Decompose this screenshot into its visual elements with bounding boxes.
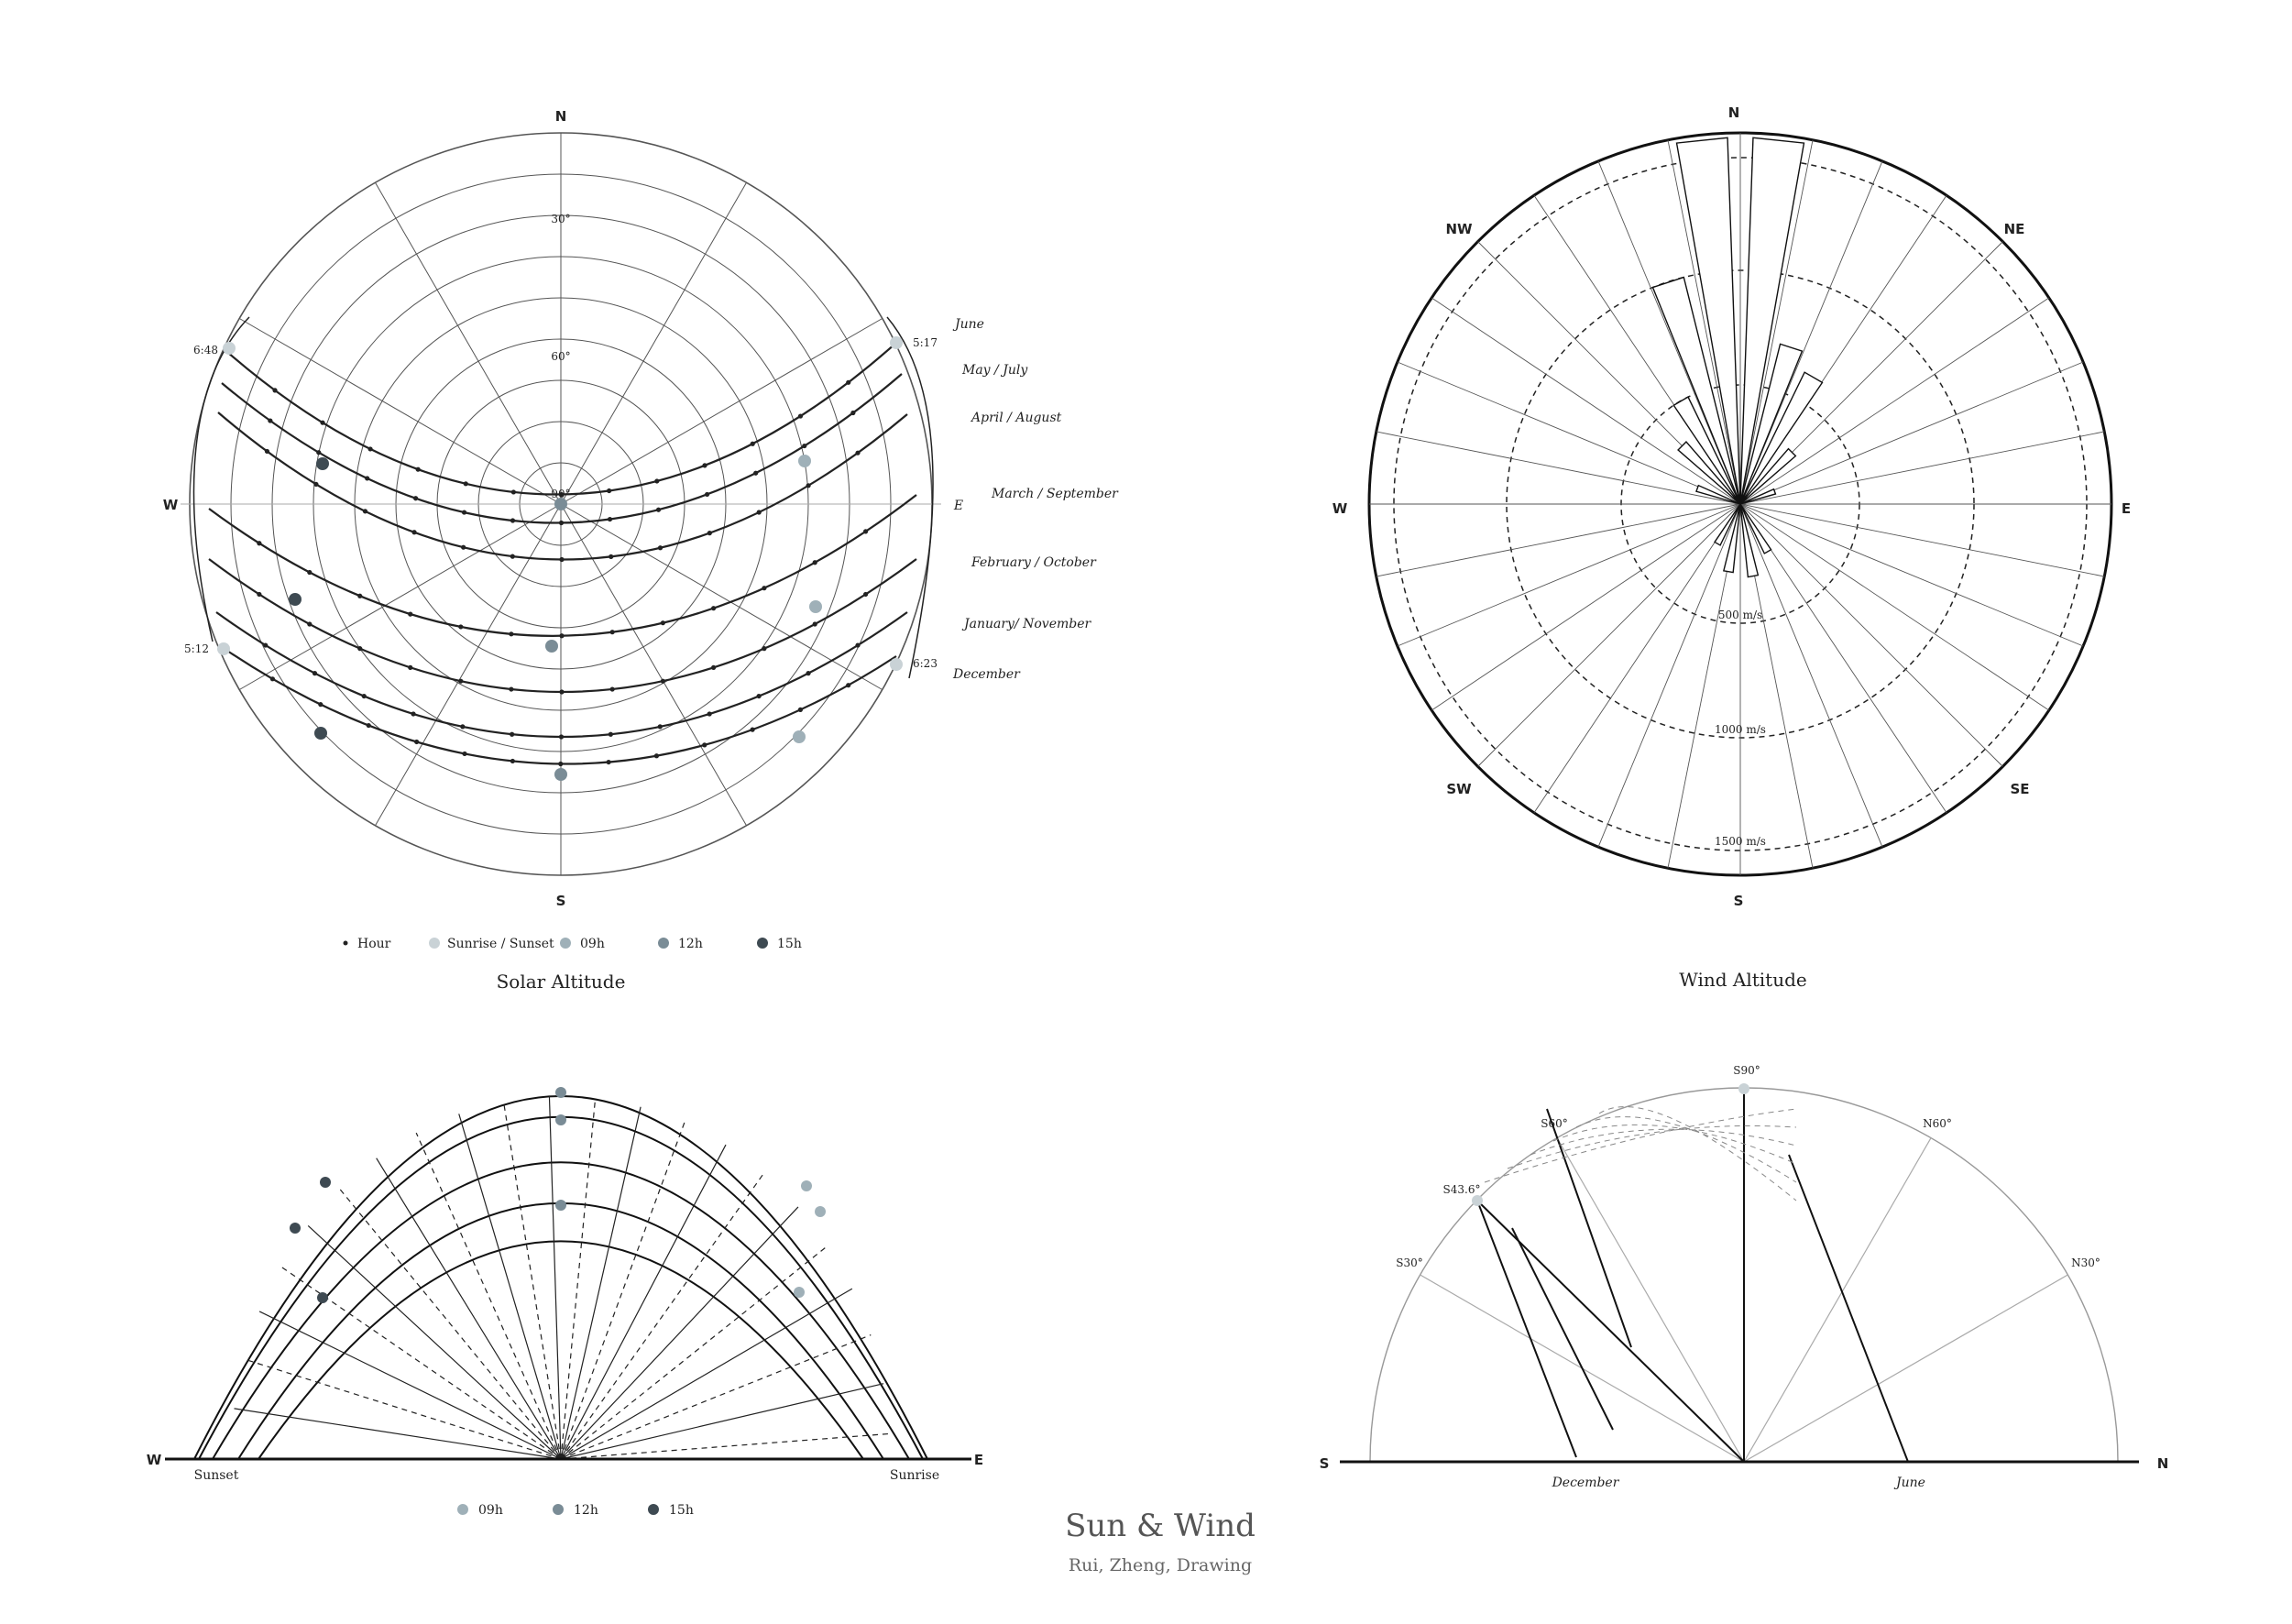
time-label-summer-sunset: 6:48: [193, 344, 218, 357]
solar-altitude-caption: Solar Altitude: [496, 971, 626, 993]
december-sun-dot: [1472, 1195, 1483, 1206]
hour-dot: [559, 689, 564, 694]
hour-dot: [462, 752, 466, 756]
elevation-west-label: W: [146, 1452, 162, 1468]
hour-dot: [705, 492, 709, 497]
elevation-marker-dot: [317, 1292, 328, 1303]
wind-ring-label-500: 500 m/s: [1717, 609, 1763, 621]
wind-dir-ne: NE: [2003, 221, 2025, 237]
hour-dot: [750, 728, 754, 732]
hour-dot: [461, 545, 466, 550]
hour-marker-dot: [890, 658, 903, 671]
elevation-arc: [194, 1096, 927, 1459]
hour-dot: [656, 508, 661, 512]
hour-dot: [855, 642, 860, 647]
sun-ray-line: [244, 1359, 561, 1459]
elevation-marker-dot: [555, 1087, 566, 1098]
angle-label-s60: S60°: [1541, 1117, 1568, 1130]
solar-altitude-diagram: [163, 108, 1119, 993]
poster-title: Sun & Wind: [1065, 1508, 1256, 1544]
hour-marker-dot: [314, 727, 327, 740]
hour-dot: [610, 686, 615, 691]
sun-ray-line: [308, 1225, 561, 1459]
hour-dot: [411, 711, 415, 716]
wind-dir-s: S: [1733, 893, 1744, 909]
angle-label-n30: N30°: [2071, 1256, 2100, 1269]
solar-north-label: N: [554, 108, 567, 125]
hour-dot: [863, 529, 868, 533]
hour-dot: [313, 482, 318, 487]
wind-dir-n: N: [1727, 104, 1740, 121]
hour-dot: [813, 621, 817, 626]
sun-section-diagram: [1320, 1064, 2169, 1490]
hour-dot: [802, 444, 806, 448]
hour-dot: [270, 676, 275, 681]
time-label-winter-sunrise: 6:23: [913, 657, 938, 670]
sun-ray-line: [561, 1289, 852, 1459]
hour-dot: [654, 753, 659, 758]
elevation-marker-dot: [555, 1200, 566, 1211]
month-sun-path: [227, 343, 896, 495]
elevation-marker-dot: [555, 1114, 566, 1125]
hour-dot: [316, 450, 321, 455]
east-edge-curve: [887, 317, 933, 678]
wind-ring-label-1500: 1500 m/s: [1715, 835, 1766, 848]
hour-dot: [320, 421, 324, 425]
hour-dot: [367, 723, 371, 728]
hour-dot: [607, 760, 611, 764]
sun-path-elevation-diagram: [147, 1087, 983, 1518]
wind-dir-w: W: [1332, 500, 1348, 517]
hour-dot: [257, 541, 261, 545]
hour-dot: [762, 646, 766, 651]
hour-dot: [510, 759, 515, 763]
wind-dir-sw: SW: [1446, 781, 1472, 797]
west-edge-curve: [194, 317, 249, 642]
hour-dot: [257, 592, 261, 597]
hour-dot: [511, 489, 516, 494]
wind-altitude-diagram: [1332, 104, 2131, 991]
hour-dot: [263, 642, 268, 647]
hour-dot: [458, 679, 463, 684]
hour-marker-dot: [890, 336, 903, 349]
hour-dot: [411, 530, 416, 534]
wind-ring-label-1000: 1000 m/s: [1715, 723, 1766, 736]
hour-dot: [559, 521, 564, 525]
section-dashed-arc: [1530, 1129, 1796, 1155]
sun-ray-line: [561, 1433, 890, 1459]
section-angle-line: [1557, 1138, 1744, 1462]
section-dashed-arc: [1485, 1109, 1796, 1182]
section-angle-line: [1744, 1275, 2067, 1462]
hour-dot: [559, 734, 564, 739]
month-sun-path: [209, 495, 916, 636]
hour-dot: [509, 631, 513, 636]
hour-marker-dot: [793, 730, 806, 743]
hour-dot: [863, 592, 868, 597]
hour-dot: [458, 624, 463, 629]
elevation-arc: [199, 1117, 923, 1459]
hour-dot: [757, 510, 762, 514]
wind-direction-spoke: [1598, 504, 1740, 847]
hour-dot: [265, 449, 269, 454]
hour-dot: [702, 742, 707, 747]
hour-dot: [610, 630, 615, 634]
hour-dot: [510, 732, 514, 737]
hour-dot: [846, 380, 850, 385]
wind-direction-spoke: [1740, 504, 2002, 766]
hour-dot: [608, 517, 612, 521]
hour-dot: [307, 621, 312, 626]
sun-ray-line: [561, 1107, 641, 1459]
elevation-marker-dot: [290, 1223, 301, 1234]
month-label-december: December: [953, 667, 1020, 682]
legend-hour-label: Hour: [357, 937, 391, 951]
hour-dot: [464, 481, 468, 486]
ring-label-30: 30°: [551, 213, 571, 225]
sun-ray-line: [561, 1245, 828, 1459]
hour-dot: [460, 724, 465, 729]
elev-legend-12h-label: 12h: [574, 1503, 598, 1518]
sun-ray-line: [561, 1098, 596, 1459]
ring-label-60: 60°: [551, 350, 571, 363]
hour-dot: [711, 606, 716, 610]
month-sun-path: [218, 412, 907, 560]
solar-legend: [344, 937, 802, 951]
hour-dot: [609, 732, 613, 737]
elevation-arcs: [194, 1087, 927, 1459]
month-label-april-august: April / August: [971, 411, 1062, 425]
solar-south-label: S: [555, 893, 566, 909]
sun-ray-line: [561, 1145, 726, 1459]
sunrise-label: Sunrise: [889, 1468, 940, 1483]
hour-dot: [702, 463, 707, 467]
hour-marker-dot: [223, 342, 236, 355]
hour-dot: [661, 620, 665, 625]
hour-dot: [510, 518, 515, 522]
elevation-legend: [457, 1503, 694, 1518]
legend-sunrise-sunset-label: Sunrise / Sunset: [447, 937, 554, 951]
hour-dot: [658, 545, 663, 550]
ring-label-90: 90°: [551, 488, 571, 500]
section-south-label: S: [1319, 1455, 1330, 1472]
hour-marker-dot: [217, 642, 230, 655]
hour-dot: [268, 418, 272, 422]
hour-dot: [850, 411, 855, 415]
time-label-summer-sunrise: 5:17: [913, 336, 938, 349]
wind-direction-spoke: [1478, 504, 1740, 766]
hour-marker-dot: [809, 600, 822, 613]
hour-dot: [365, 476, 369, 480]
legend-09h-label: 09h: [580, 937, 605, 951]
poster-subtitle: Rui, Zheng, Drawing: [1068, 1555, 1253, 1575]
09h-dot-icon: [560, 938, 571, 949]
section-june-label: June: [1896, 1476, 1925, 1490]
hour-dot: [318, 702, 323, 707]
hour-dot: [658, 724, 663, 729]
hour-dot: [661, 679, 665, 684]
wind-altitude-caption: Wind Altitude: [1679, 969, 1807, 991]
sun-ray-line: [549, 1096, 561, 1459]
15h-dot-icon: [757, 938, 768, 949]
section-north-label: N: [2156, 1455, 2169, 1472]
hour-dot: [707, 531, 712, 535]
hour-dot: [357, 646, 362, 651]
hour-dot: [307, 570, 312, 575]
hour-dot: [654, 478, 659, 483]
elevation-east-label: E: [973, 1452, 984, 1468]
hour-dot: [846, 683, 850, 687]
month-label-january-november: January/ November: [964, 617, 1091, 631]
hour-dot: [806, 483, 810, 488]
wind-direction-spoke: [1740, 504, 2083, 646]
elevation-marker-dot: [801, 1180, 812, 1191]
sun-ray-line: [416, 1133, 561, 1459]
hour-marker-dot: [798, 455, 811, 467]
wind-direction-spoke: [1398, 504, 1740, 646]
hour-dot: [414, 740, 419, 744]
elev-legend-15h-label: 15h: [669, 1503, 694, 1518]
legend-15h-label: 15h: [777, 937, 802, 951]
hour-dot: [559, 557, 564, 562]
shadow-lines: [1477, 1109, 1908, 1462]
angle-label-s90: S90°: [1733, 1064, 1760, 1077]
hour-dot: [707, 711, 712, 716]
hour-dot: [408, 665, 412, 670]
hour-dot: [607, 488, 611, 493]
15h-dot-icon: [648, 1504, 659, 1515]
hour-dot: [711, 665, 716, 670]
hour-marker-dot: [316, 457, 329, 470]
12h-dot-icon: [553, 1504, 564, 1515]
section-dashed-arc: [1599, 1107, 1796, 1201]
sunset-label: Sunset: [193, 1468, 239, 1483]
hour-dot: [357, 594, 362, 598]
month-label-may-july: May / July: [962, 363, 1028, 378]
hour-dot: [558, 762, 563, 766]
hour-dot: [362, 694, 367, 698]
wind-direction-spoke: [1740, 362, 2083, 504]
angle-label-n60: N60°: [1923, 1117, 1952, 1130]
time-label-winter-sunset: 5:12: [184, 642, 209, 655]
hour-dot: [609, 554, 613, 559]
hour-marker-dot: [554, 768, 567, 781]
hour-dot: [509, 686, 513, 691]
hour-dot: [756, 694, 761, 698]
sun-ray-line: [561, 1123, 685, 1459]
solar-east-label: E: [953, 499, 964, 513]
hour-dot: [753, 471, 758, 476]
hour-marker-dot: [545, 640, 558, 653]
angle-label-s43-6: S43.6°: [1442, 1183, 1481, 1196]
hour-dot: [559, 633, 564, 638]
hour-dot: [798, 708, 803, 712]
sun-ray-line: [503, 1102, 561, 1459]
hour-marker-dot: [289, 593, 302, 606]
hour-dot: [751, 442, 755, 446]
wind-direction-spoke: [1740, 504, 1882, 847]
elevation-marker-dot: [815, 1206, 826, 1217]
hour-dot: [367, 446, 372, 451]
wind-dir-se: SE: [2010, 781, 2030, 797]
month-label-february-october: February / October: [971, 555, 1096, 570]
12h-dot-icon: [658, 938, 669, 949]
hour-dot: [813, 560, 817, 565]
wind-dir-e: E: [2121, 500, 2132, 517]
sunrise-dot-icon: [429, 938, 440, 949]
elevation-marker-dot: [320, 1177, 331, 1188]
09h-dot-icon: [457, 1504, 468, 1515]
month-label-june: June: [955, 317, 984, 332]
hour-dot: [806, 671, 810, 675]
hour-dot: [313, 671, 317, 675]
wind-direction-spoke: [1398, 362, 1740, 504]
hour-dot: [363, 509, 367, 513]
elev-legend-09h-label: 09h: [478, 1503, 503, 1518]
sun-ray-line: [235, 1409, 561, 1459]
hour-dot: [408, 612, 412, 617]
angle-label-s30: S30°: [1396, 1256, 1423, 1269]
legend-12h-label: 12h: [678, 937, 703, 951]
section-dashed-arc: [1576, 1117, 1796, 1182]
hour-dot: [272, 388, 277, 392]
hour-dot: [416, 467, 421, 472]
sun-ray-line: [561, 1173, 764, 1459]
hour-dot: [413, 496, 418, 500]
hour-dot: [762, 586, 766, 590]
wind-dir-nw: NW: [1445, 221, 1473, 237]
june-sun-dot: [1738, 1083, 1749, 1094]
section-angle-line: [1744, 1138, 1931, 1462]
section-december-label: December: [1552, 1476, 1619, 1490]
solar-west-label: W: [162, 497, 179, 513]
month-label-march-september: March / September: [992, 487, 1118, 501]
sun-ray-line: [459, 1114, 561, 1459]
hour-dot: [462, 510, 466, 514]
hour-dot: [510, 554, 515, 559]
hour-dot: [798, 413, 803, 418]
hour-dot: [855, 451, 860, 455]
section-arcs: [1370, 1083, 2118, 1462]
small-dot-icon: [344, 941, 348, 946]
elevation-marker-dot: [794, 1287, 805, 1298]
wind-rose-petals: [1652, 137, 1822, 576]
